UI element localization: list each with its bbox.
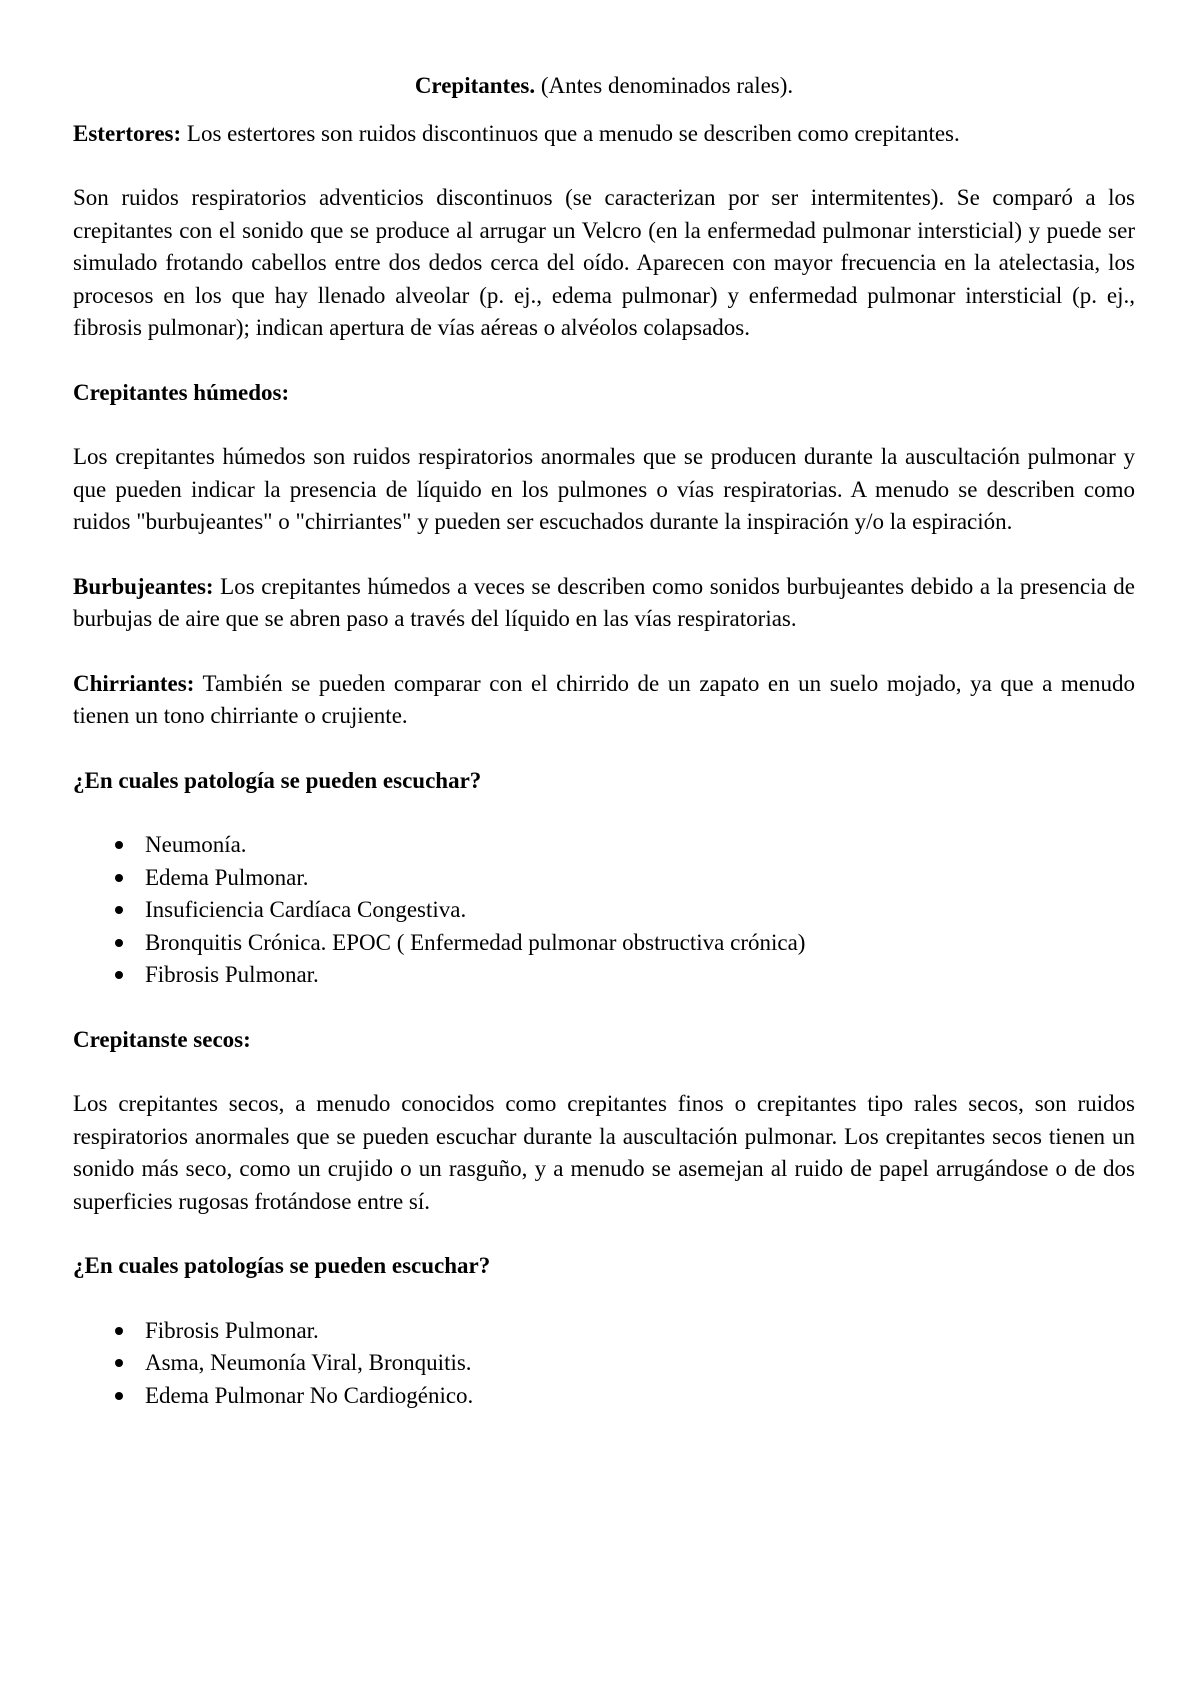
list-item: Insuficiencia Cardíaca Congestiva. [145, 894, 1135, 927]
humedos-pathology-list [73, 829, 1135, 992]
intro-paragraph: Son ruidos respiratorios adventicios discontinuos (se caracterizan por ser intermitentes). Se comparó a los crepitantes con el sonido que se produce al arrugar un Velcro (en la enfermedad pulmonar intersticial) y puede ser simulado frotando cabellos entre dos dedos cerca del oído. Aparecen con mayor frecuencia en la atelectasia, los procesos en los que hay llenado alveolar (p. ej., edema pulmonar) y enfermedad pulmonar intersticial (p. ej., fibrosis pulmonar); indican apertura de vías aéreas o alvéolos colapsados. [73, 185, 1135, 340]
title-bold: Crepitantes. [414, 73, 536, 98]
burbujeantes-lead: Burbujeantes: [73, 573, 214, 599]
secos-paragraph: Los crepitantes secos, a menudo conocidos como crepitantes finos o crepitantes tipo rales secos, son ruidos respiratorios anormales que se pueden escuchar durante la auscultación pulmonar. Los crepitantes secos tienen un sonido más seco, como un crujido o un rasguño, y a menudo se asemejan al ruido de papel arrugándose o de dos superficies rugosas frotándose entre sí. [73, 1091, 1135, 1214]
chirriantes-lead: Chirriantes: [73, 670, 195, 696]
secos-heading: Crepitanste secos: [73, 1026, 251, 1052]
list-item: Asma, Neumonía Viral, Bronquitis. [145, 1347, 1135, 1380]
secos-pathology-list [73, 1315, 1135, 1413]
burbujeantes-text: Los crepitantes húmedos a veces se describen como sonidos burbujeantes debido a la presencia de burbujas de aire que se abren paso a través del líquido en las vías respiratorias. [73, 573, 1135, 631]
list-item: Fibrosis Pulmonar. [145, 1315, 1135, 1348]
estertores-paragraph [73, 118, 1135, 151]
title-rest: (Antes denominados rales). [535, 73, 794, 98]
humedos-paragraph: Los crepitantes húmedos son ruidos respiratorios anormales que se producen durante la auscultación pulmonar y que pueden indicar la presencia de líquido en los pulmones o vías respiratorias. A menudo se describen como ruidos "burbujeantes" o "chirriantes" y pueden ser escuchados durante la inspiración y/o la espiración. [73, 444, 1135, 534]
document-page [73, 70, 1135, 1444]
chirriantes-text: También se pueden comparar con el chirrido de un zapato en un suelo mojado, ya que a menudo tienen un tono chirriante o crujiente. [73, 670, 1135, 728]
humedos-heading: Crepitantes húmedos: [73, 379, 290, 405]
list-item: Neumonía. [145, 829, 1135, 862]
burbujeantes-paragraph [73, 571, 1135, 636]
chirriantes-paragraph [73, 668, 1135, 733]
estertores-lead: Estertores: [73, 120, 182, 146]
list-item: Fibrosis Pulmonar. [145, 959, 1135, 992]
list-item: Edema Pulmonar. [145, 862, 1135, 895]
estertores-text: Los estertores son ruidos discontinuos que a menudo se describen como crepitantes. [181, 120, 960, 146]
document-title [73, 70, 1135, 103]
secos-question: ¿En cuales patologías se pueden escuchar? [73, 1253, 491, 1278]
humedos-question: ¿En cuales patología se pueden escuchar? [73, 767, 482, 793]
list-item: Bronquitis Crónica. EPOC ( Enfermedad pulmonar obstructiva crónica) [145, 927, 1135, 960]
list-item: Edema Pulmonar No Cardiogénico. [145, 1380, 1135, 1413]
